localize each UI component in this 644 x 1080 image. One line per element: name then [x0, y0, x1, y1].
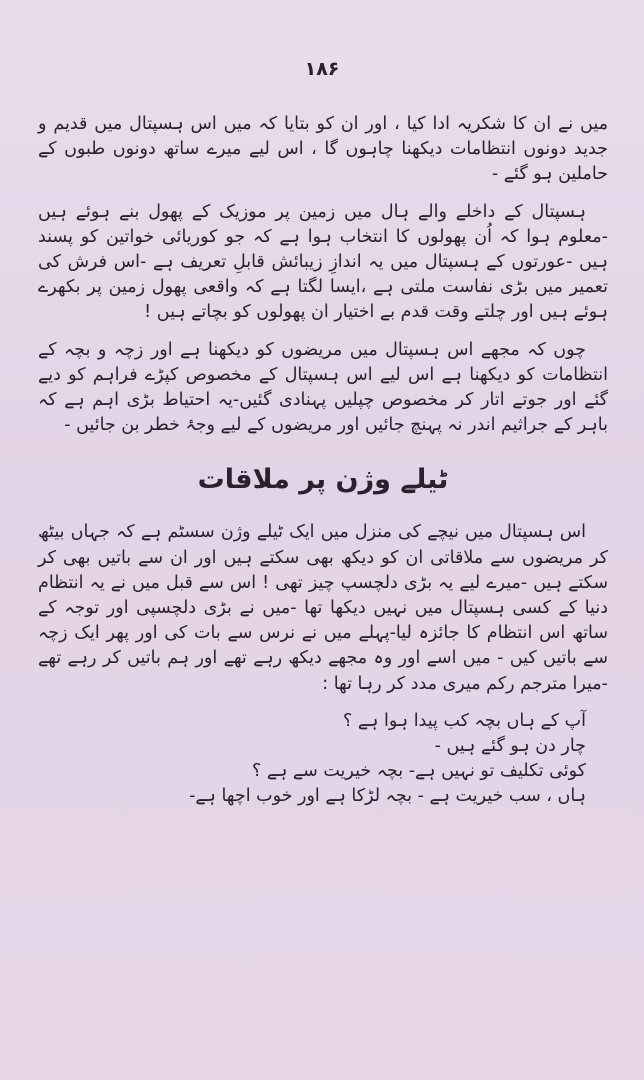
paragraph-special-clothes: چوں کہ مجھے اس ہسپتال میں مریضوں کو دیکھنا ہے اور زچہ و بچہ کے انتظامات کو دیکھنا ہے اس لیے اس ہسپتال کے مخصوص کپڑے فراہم کو دیے گئے اور جوتے اتار کر مخصوص چپلیں پہنادی گئیں-یہ احتیاط بڑی اہم ہے کہ باہر کے جراثیم اندر نہ پہنچ جائیں اور مریضوں کے لیے وجۂ خطر بن جائیں - — [38, 339, 608, 436]
paragraph-thanks: میں نے ان کا شکریہ ادا کیا ، اور ان کو بتایا کہ میں اس ہسپتال میں قدیم و جدید دونوں انتظامات دیکھنا چاہوں گا ، اس لیے میرے ساتھ دونوں طبوں کے حاملین ہو گئے - — [38, 114, 608, 185]
dialogue-line: ہاں ، سب خیریت ہے - بچہ لڑکا ہے اور خوب اچھا ہے- — [189, 786, 586, 807]
paragraph-television-system: اس ہسپتال میں نیچے کی منزل میں ایک ٹیلے وژن سسٹم ہے کہ جہاں بیٹھ کر مریضوں سے ملاقاتی ان کو دیکھ بھی سکتے ہیں اور ان سے باتیں بھی کر سکتے ہیں -میرے لیے یہ بڑی دلچسپ چیز تھی ! اس سے قبل میں نے یہ انتظام دنیا کے کسی ہسپتال میں نہیں دیکھا تھا -میں نے بڑی دلچسپی اور توجہ کے ساتھ اس انتظام کا جائزہ لیا-پہلے میں نے نرس سے بات کی اور پھر ایک زچہ سے باتیں کیں - میں اسے اور وہ مجھے دیکھ رہے تھے اور ہم باتیں کر رہے تھے -میرا مترجم رکم میری مدد کر رہا تھا : — [38, 522, 608, 694]
dialogue-line: کوئی تکلیف تو نہیں ہے- بچہ خیریت سے ہے ؟ — [251, 761, 586, 782]
page-number: ۱۸۶ — [304, 58, 340, 80]
dialogue-line: آپ کے ہاں بچہ کب پیدا ہوا ہے ؟ — [343, 710, 586, 731]
section-heading: ٹیلے وژن پر ملاقات — [197, 464, 449, 496]
dialogue-line: چار دن ہو گئے ہیں - — [434, 736, 586, 757]
page-body — [38, 112, 608, 810]
paragraph-mosaic-floor: ہسپتال کے داخلے والے ہال میں زمین پر موزیک کے پھول بنے ہوئے ہیں -معلوم ہوا کہ اُن پھولوں کا انتخاب ہوا ہے کہ جو کوریائی خواتین کو پسند ہیں -عورتوں کے ہسپتال میں یہ اندازِ زیبائش قابلِ تعریف ہے -اس فرش کی تعمیر میں بڑی نفاست ملتی ہے ،ایسا لگتا ہے کہ واقعی پھول زمین پر بکھرے ہوئے ہیں اور چلتے وقت قدم بے اختیار ان پھولوں کو بچاتے ہیں ! — [38, 201, 608, 323]
